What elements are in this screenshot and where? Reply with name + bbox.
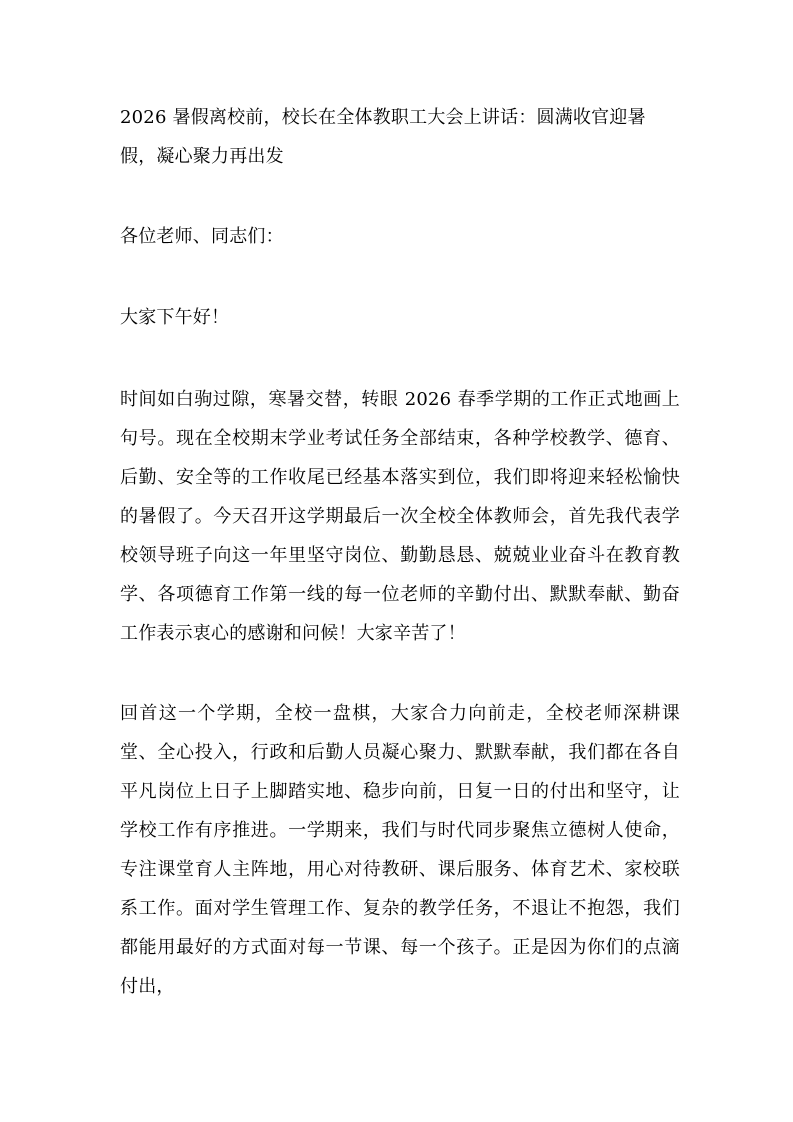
body-paragraph: 时间如白驹过隙，寒暑交替，转眼 2026 春季学期的工作正式地画上句号。现在全校期末学业考试任务全部结束，各种学校教学、德育、后勤、安全等的工作收尾已经基本落实到位，我们即将迎来轻松愉快的暑假了。今天召开这学期最后一次全校全体教师会，首先我代表学校领导班子向这一年里坚守岗位、勤勤恳恳、兢兢业业奋斗在教育教学、各项德育工作第一线的每一位老师的辛勤付出、默默奉献、勤奋工作表示衷心的感谢和问候！大家辛苦了！ <box>120 389 680 644</box>
greeting: 大家下午好！ <box>120 307 230 328</box>
salutation: 各位老师、同志们： <box>120 226 284 247</box>
document-page <box>120 98 680 1006</box>
document-title: 2026 暑假离校前，校长在全体教职工大会上讲话：圆满收官迎暑假，凝心聚力再出发 <box>120 107 646 167</box>
body-paragraph: 回首这一个学期，全校一盘棋，大家合力向前走，全校老师深耕课堂、全心投入，行政和后勤人员凝心聚力、默默奉献，我们都在各自平凡岗位上日子上脚踏实地、稳步向前，日复一日的付出和坚守，让学校工作有序推进。一学期来，我们与时代同步聚焦立德树人使命，专注课堂育人主阵地，用心对待教研、课后服务、体育艺术、家校联系工作。面对学生管理工作、复杂的教学任务，不退让不抱怨，我们都能用最好的方式面对每一节课、每一个孩子。正是因为你们的点滴付出， <box>120 703 680 997</box>
